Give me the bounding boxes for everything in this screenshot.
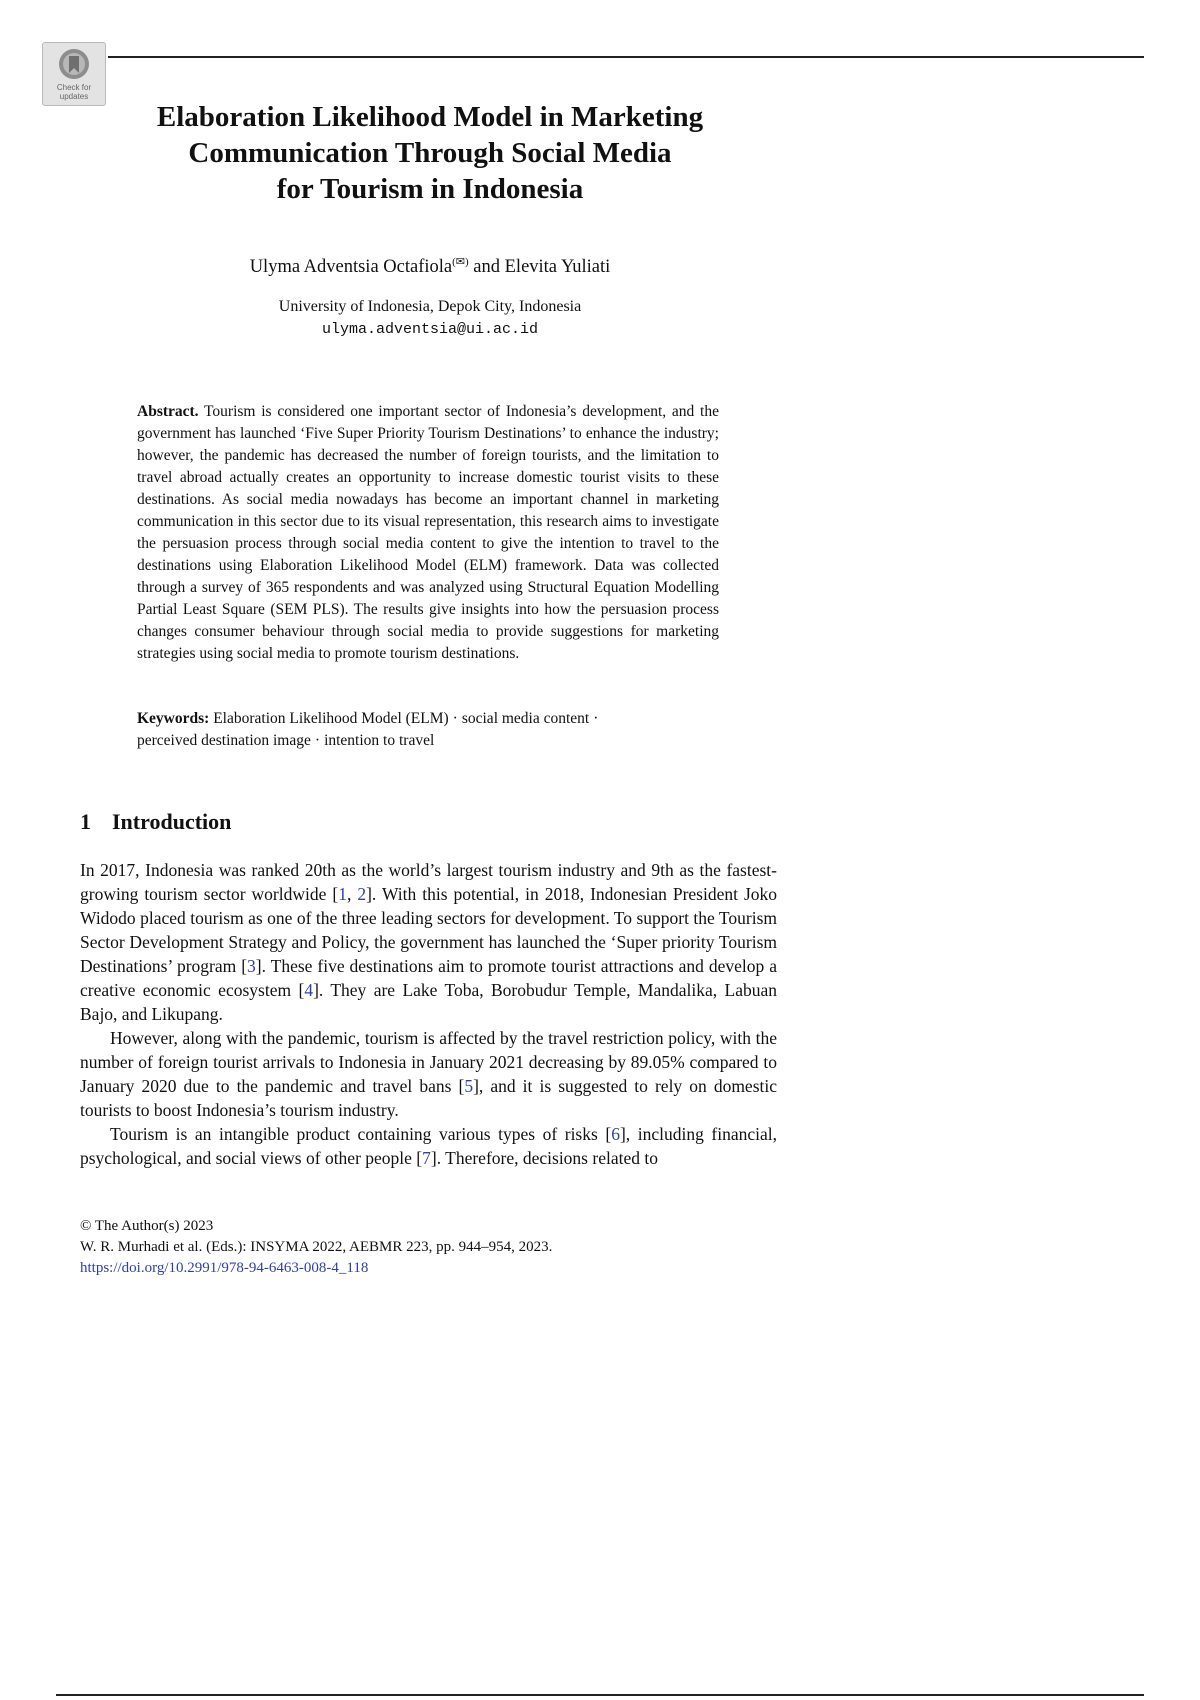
author-list — [120, 250, 740, 279]
section-number: 1 — [80, 809, 91, 834]
section-body — [80, 858, 777, 1170]
title-line: Communication Through Social Media — [188, 137, 672, 169]
citation-link[interactable]: 5 — [464, 1076, 474, 1096]
keywords-label: Keywords: — [137, 710, 210, 727]
keyword-separator: · — [314, 732, 321, 749]
check-for-updates-badge[interactable] — [42, 42, 106, 106]
doi-link[interactable]: https://doi.org/10.2991/978-94-6463-008-4_118 — [80, 1260, 369, 1276]
keyword-item: Elaboration Likelihood Model (ELM) — [213, 710, 449, 727]
citation-link[interactable]: 2 — [357, 884, 367, 904]
keyword-separator: · — [593, 710, 599, 727]
paper-title — [120, 99, 740, 207]
author-name: Ulyma Adventsia Octafiola — [249, 257, 453, 278]
citation-link[interactable]: 4 — [304, 980, 314, 1000]
citation-link[interactable]: 6 — [611, 1124, 620, 1144]
author-email[interactable]: ulyma.adventsia@ui.ac.id — [321, 321, 539, 338]
keywords — [137, 708, 719, 752]
author-separator: and — [468, 257, 505, 278]
affiliation: University of Indonesia, Depok City, Indonesia — [278, 298, 582, 315]
abstract — [137, 401, 719, 665]
author-name: Elevita Yuliati — [504, 257, 611, 278]
paragraph: Tourism is an intangible product containing various types of risks [6], including financial, psychological, and social views of other people [7]. Therefore, decisions related to — [80, 1124, 777, 1168]
citation-link[interactable]: 3 — [247, 956, 256, 976]
badge-label: Check for updates — [56, 83, 92, 101]
citation-link[interactable]: 1 — [338, 884, 347, 904]
footer-rule — [56, 1694, 1144, 1696]
citation-link[interactable]: 7 — [422, 1148, 431, 1168]
abstract-text: Tourism is considered one important sector of Indonesia’s development, and the government has launched ‘Five Super Priority Tourism Destinations’ to enhance the industry; however, the pandemic has decreased the number of foreign tourists, and the limitation to travel abroad actually creates an opportunity to increase domestic tourist visits to these destinations. As social media nowadays has become an important channel in marketing communication in this sector due to its visual representation, this research aims to investigate the persuasion process through social media content to give the intention to travel to the destinations using Elaboration Likelihood Model (ELM) framework. Data was collected through a survey of 365 respondents and was analyzed using Structural Equation Modelling Partial Least Square (SEM PLS). The results give insights into how the persuasion process changes consumer behaviour through social media to provide suggestions for marketing strategies using social media to promote tourism destinations. — [137, 403, 719, 662]
section-title: Introduction — [112, 809, 232, 834]
publication-footer — [80, 1216, 552, 1279]
keyword-item: intention to travel — [324, 732, 435, 749]
keyword-item: social media content — [461, 710, 590, 727]
header-rule — [108, 56, 1144, 58]
keyword-item: perceived destination image — [137, 732, 311, 749]
title-line: Elaboration Likelihood Model in Marketing — [156, 101, 704, 133]
section-heading — [80, 808, 231, 836]
paragraph: In 2017, Indonesia was ranked 20th as the world’s largest tourism industry and 9th as the fastest-growing tourism sector worldwide [1, 2]. With this potential, in 2018, Indonesian President Joko Widodo placed tourism as one of the three leading sectors for development. To support the Tourism Sector Development Strategy and Policy, the government has launched the ‘Super priority Tourism Destinations’ program [3]. These five destinations aim to promote tourist attractions and develop a creative economic ecosystem [4]. They are Lake Toba, Borobudur Temple, Mandalika, Labuan Bajo, and Likupang. — [80, 860, 778, 1024]
bookmark-ribbon-icon — [57, 47, 91, 81]
citation-info: W. R. Murhadi et al. (Eds.): INSYMA 2022, AEBMR 223, pp. 944–954, 2023. — [80, 1239, 553, 1255]
keyword-separator: · — [452, 710, 458, 727]
title-line: for Tourism in Indonesia — [276, 173, 584, 205]
abstract-label: Abstract. — [137, 403, 199, 420]
paragraph: However, along with the pandemic, tourism is affected by the travel restriction policy, with the number of foreign tourist arrivals to Indonesia in January 2021 decreasing by 89.05% compared to January 2020 due to the pandemic and travel bans [5], and it is suggested to rely on domestic tourists to boost Indonesia’s tourism industry. — [80, 1028, 777, 1120]
corresponding-author-mark: (✉) — [452, 256, 469, 268]
copyright-notice: © The Author(s) 2023 — [80, 1218, 214, 1234]
